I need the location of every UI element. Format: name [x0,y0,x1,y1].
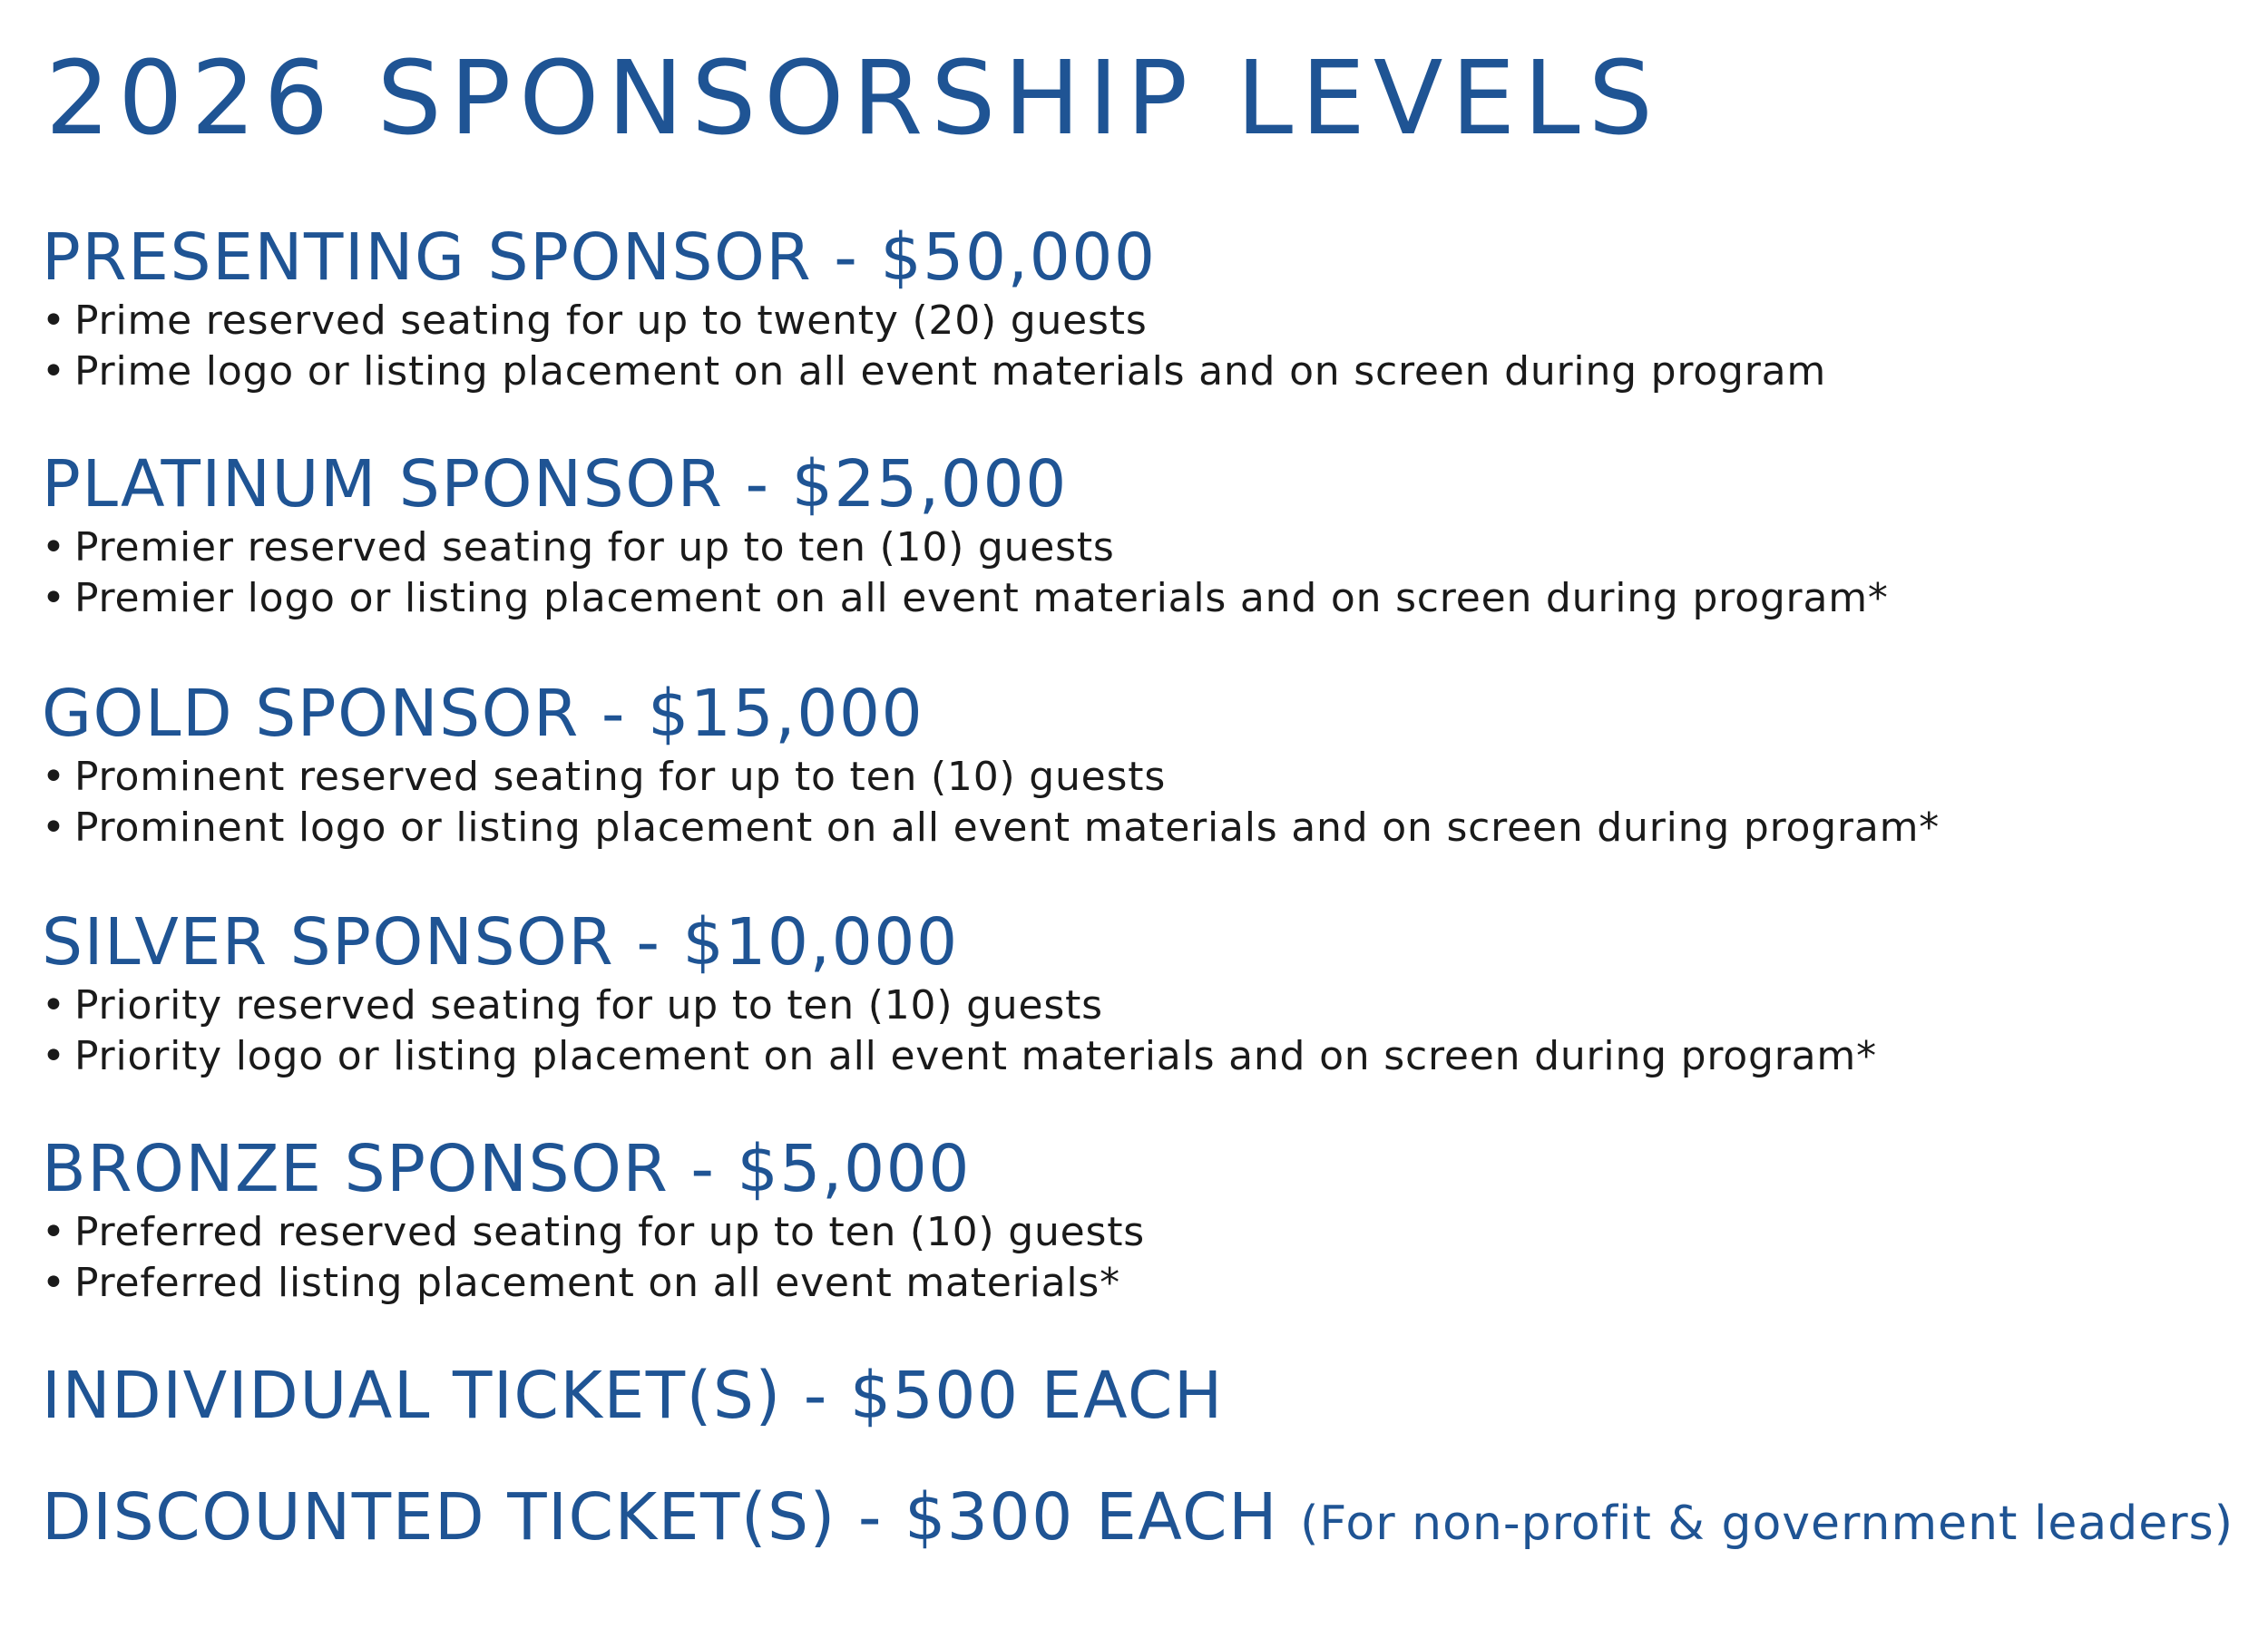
level-heading: SILVER SPONSOR - $10,000 [42,904,959,980]
ticket-heading [42,1479,2237,1562]
bullet-icon: • [42,804,66,851]
benefit-item [42,296,2237,346]
benefit-text: Premier reserved seating for up to ten (10) guests [74,524,1115,570]
level-heading: BRONZE SPONSOR - $5,000 [42,1131,971,1206]
bullet-icon: • [42,1033,66,1079]
sponsor-level-bronze [42,1131,2237,1309]
benefit-text: Prominent logo or listing placement on all event materials and on screen during program* [74,804,1941,851]
benefit-item [42,980,2237,1031]
ticket-note: (For non-profit & government leaders) [1300,1497,2234,1551]
benefit-item [42,752,2237,803]
ticket-heading-text: DISCOUNTED TICKET(S) - $300 EACH [42,1479,1278,1555]
benefit-text: Prime reserved seating for up to twenty (20) guests [74,297,1148,344]
benefit-list [42,980,2237,1082]
sponsor-level-gold [42,676,2237,853]
benefit-list [42,1207,2237,1309]
level-heading: PRESENTING SPONSOR - $50,000 [42,219,1157,295]
benefit-list [42,296,2237,397]
ticket-discounted [42,1479,2237,1562]
level-heading: PLATINUM SPONSOR - $25,000 [42,446,1068,522]
bullet-icon: • [42,348,66,395]
benefit-item [42,522,2237,573]
sponsor-level-platinum [42,446,2237,624]
benefit-text: Priority logo or listing placement on all event materials and on screen during program* [74,1033,1877,1079]
benefit-item [42,346,2237,397]
benefit-text: Prime logo or listing placement on all event materials and on screen during program [74,348,1827,395]
bullet-icon: • [42,1260,66,1306]
benefit-item [42,1258,2237,1309]
ticket-individual [42,1358,2237,1434]
bullet-icon: • [42,1209,66,1255]
benefit-list [42,522,2237,624]
page-title: 2026 SPONSORSHIP LEVELS [45,40,1661,158]
sponsor-level-silver [42,904,2237,1082]
bullet-icon: • [42,297,66,344]
bullet-icon: • [42,754,66,800]
benefit-text: Premier logo or listing placement on all event materials and on screen during program* [74,575,1889,621]
benefit-text: Preferred reserved seating for up to ten (10) guests [74,1209,1146,1255]
sponsor-level-presenting [42,219,2237,397]
benefit-text: Priority reserved seating for up to ten (10) guests [74,982,1103,1029]
ticket-heading: INDIVIDUAL TICKET(S) - $500 EACH [42,1358,1224,1433]
bullet-icon: • [42,982,66,1029]
benefit-item [42,1031,2237,1082]
level-heading: GOLD SPONSOR - $15,000 [42,676,924,751]
bullet-icon: • [42,575,66,621]
benefit-text: Preferred listing placement on all event materials* [74,1260,1120,1306]
benefit-item [42,803,2237,853]
benefit-list [42,752,2237,853]
bullet-icon: • [42,524,66,570]
benefit-item [42,1207,2237,1258]
benefit-item [42,573,2237,624]
benefit-text: Prominent reserved seating for up to ten (10) guests [74,754,1167,800]
